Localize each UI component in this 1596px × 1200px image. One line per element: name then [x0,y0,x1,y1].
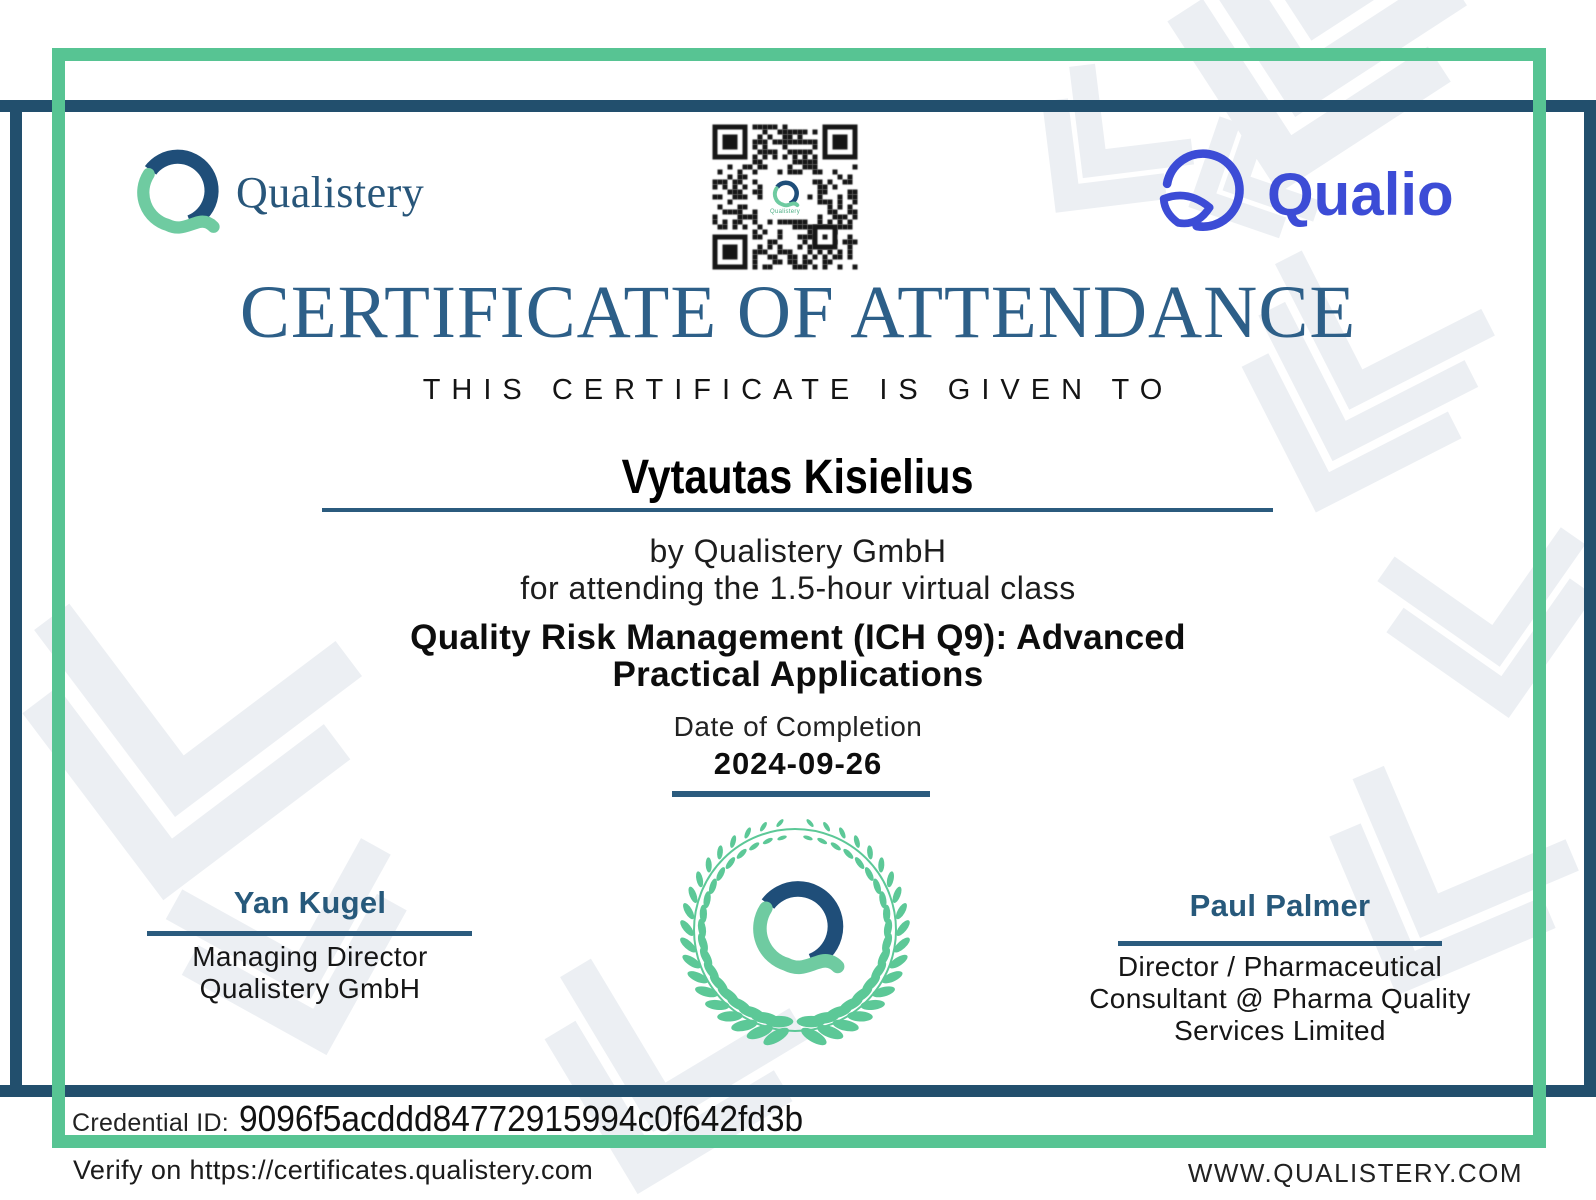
recipient-name-text: Vytautas Kisielius [622,451,974,504]
signature-left-title1: Managing Director [192,941,428,972]
date-of-completion-value: 2024-09-26 [713,746,883,781]
qr-code [710,122,860,272]
credential-row [72,1098,846,1140]
recipient-underline [322,508,1273,512]
qualistery-q-icon [128,143,222,241]
qualio-logo [1155,145,1454,243]
credential-id-label: Credential ID: [72,1109,230,1137]
issuer-line: by Qualistery GmbH [649,533,947,569]
signature-right-name: Paul Palmer [1189,888,1371,923]
qr-center-label: Qualistery [769,209,801,215]
recipient-name [0,450,1596,505]
qualio-circle-leaf-icon [1155,145,1251,243]
qr-q-icon [770,179,800,209]
certificate-subtitle: THIS CERTIFICATE IS GIVEN TO [422,374,1174,406]
qualistery-logo [128,143,424,241]
course-title-line2: Practical Applications [612,655,984,694]
signature-left-underline [147,931,472,936]
qualistery-wordmark: Qualistery [236,167,425,217]
verify-url: Verify on https://certificates.qualistery.com [73,1155,594,1185]
signature-right-title1: Director / Pharmaceutical [1117,951,1443,982]
course-title-line1: Quality Risk Management (ICH Q9): Advanced [410,618,1186,657]
date-underline [672,791,930,797]
signature-right-title2: Consultant @ Pharma Quality [1089,983,1471,1014]
signature-right-underline [1118,941,1442,946]
signature-left-title2: Qualistery GmbH [199,973,421,1004]
website-url: WWW.QUALISTERY.COM [1187,1158,1523,1188]
attendance-line: for attending the 1.5-hour virtual class [520,570,1076,606]
date-of-completion-label: Date of Completion [673,711,923,742]
credential-id-value: 9096f5acddd84772915994c0f642fd3b [239,1098,804,1139]
qualio-wordmark: Qualio [1267,160,1454,228]
laurel-wreath-badge [655,808,935,1053]
qr-center-logo [768,178,802,216]
signature-right-title3: Services Limited [1174,1015,1386,1046]
certificate-title: CERTIFICATE OF ATTENDANCE [239,271,1357,354]
signature-left-name: Yan Kugel [233,885,387,920]
